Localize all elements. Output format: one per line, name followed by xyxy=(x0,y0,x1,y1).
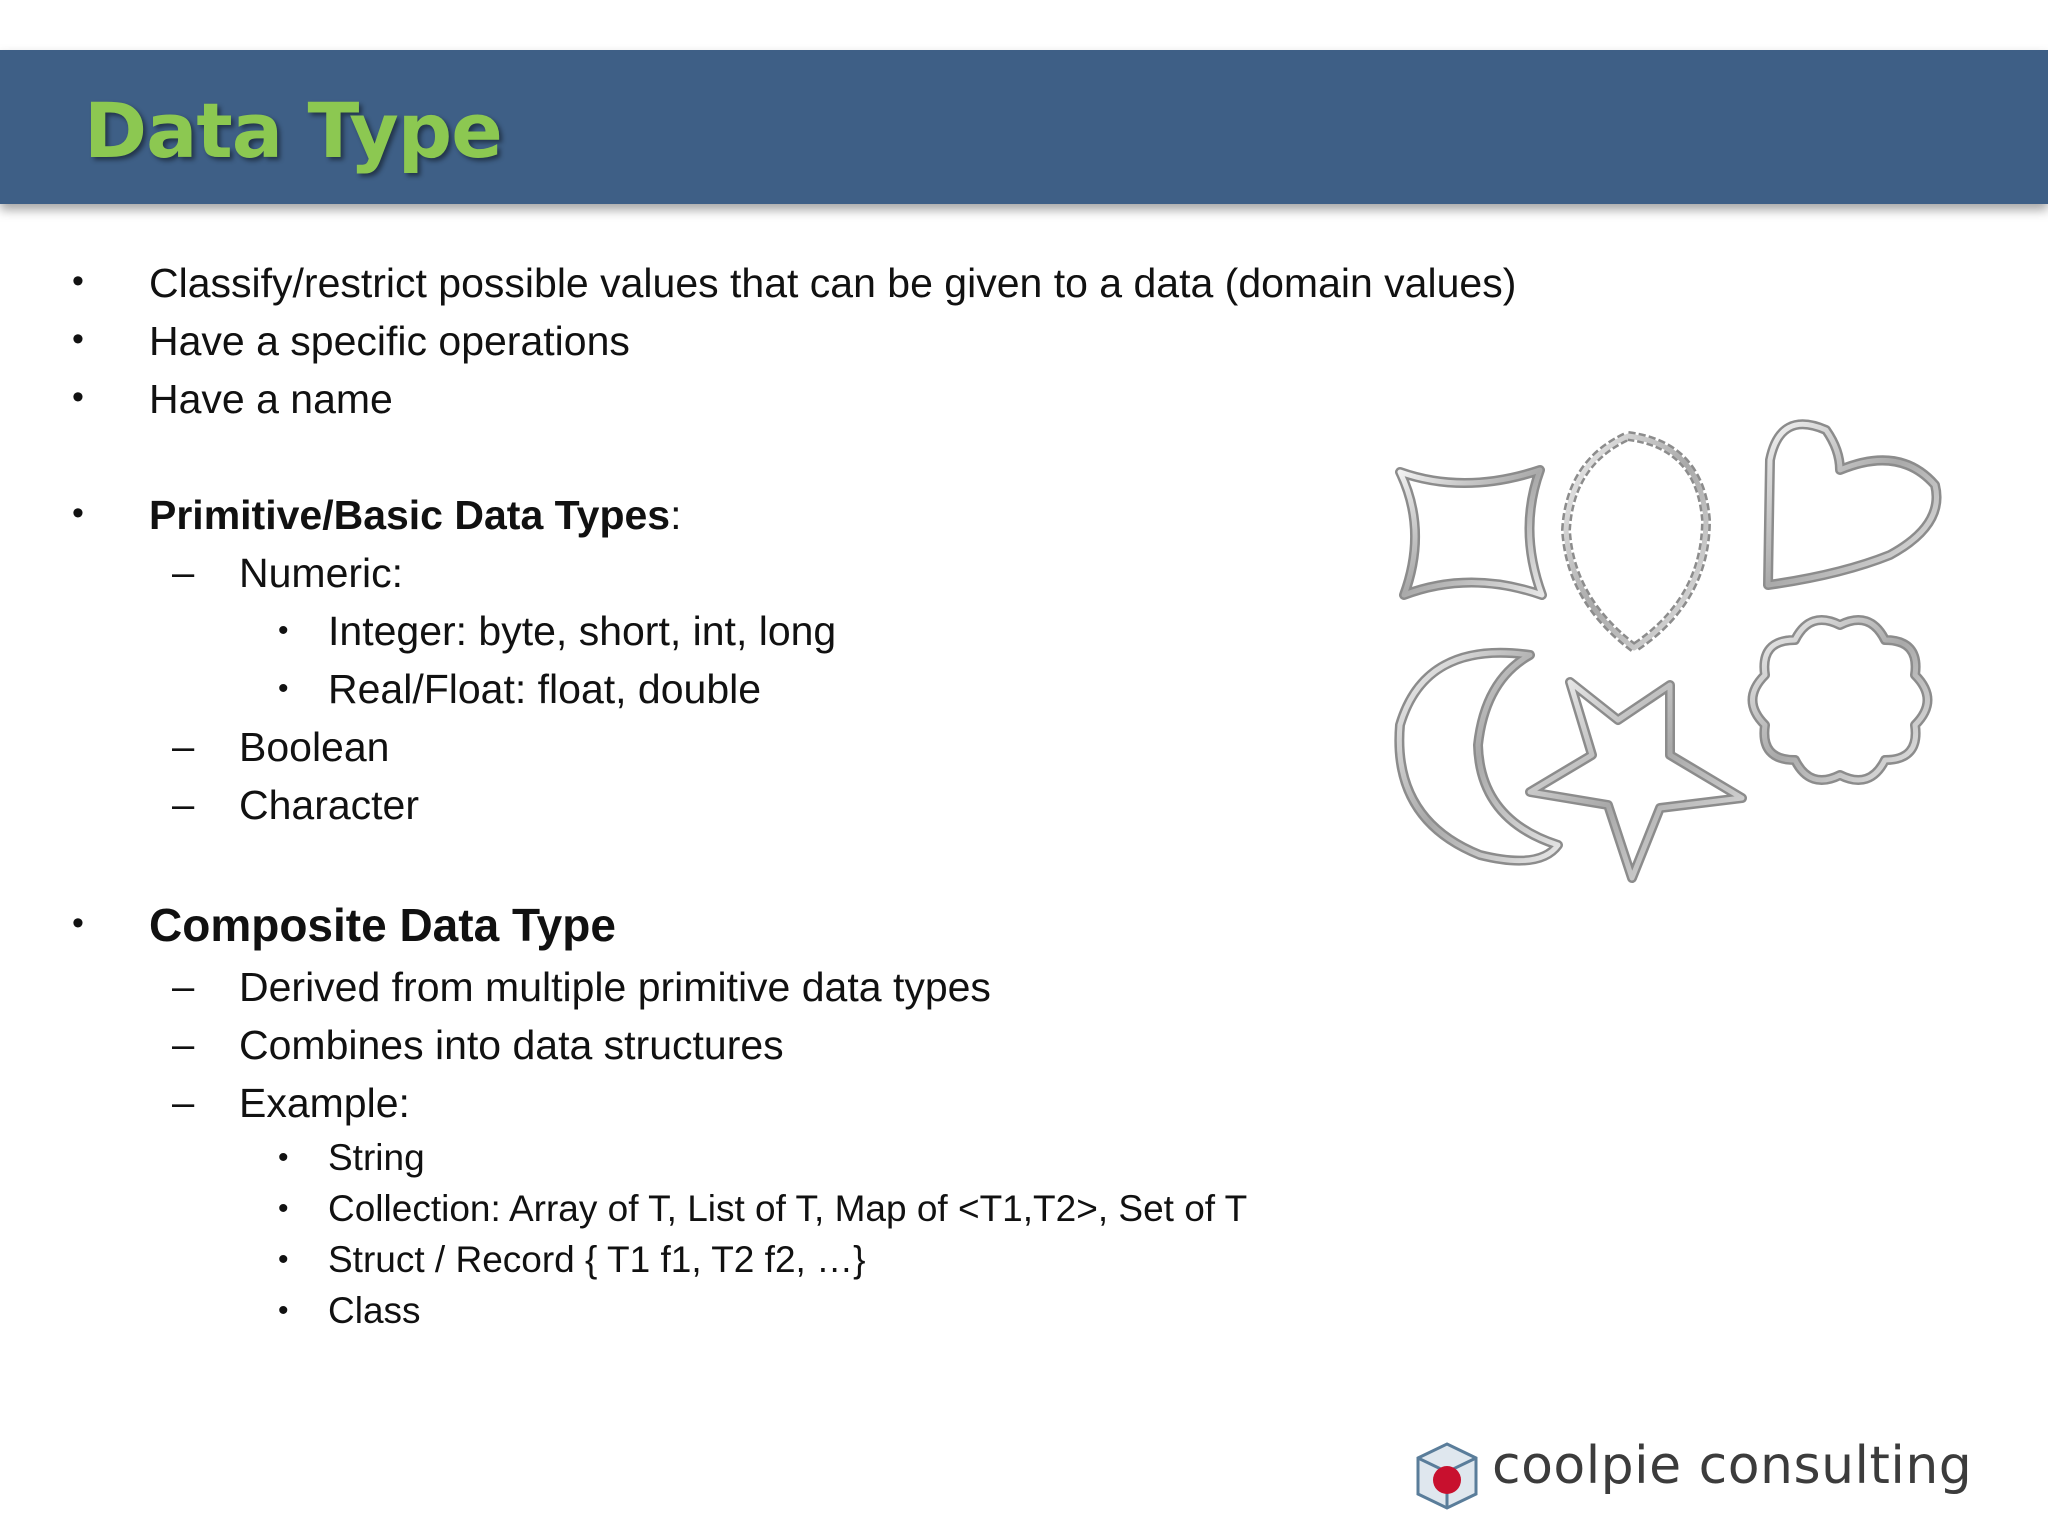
cutter-flower xyxy=(1753,620,1928,780)
cutter-four-point-star xyxy=(1400,470,1542,595)
dash-marker: – xyxy=(172,1081,195,1125)
bullet-marker: • xyxy=(72,378,84,416)
cube-icon xyxy=(1412,1440,1482,1510)
primitive-item-boolean: Boolean xyxy=(239,724,390,770)
bullet-marker: • xyxy=(278,672,289,705)
cutter-crescent-moon xyxy=(1399,653,1558,861)
composite-item-example: Example: xyxy=(239,1080,410,1126)
slide-title: Data Type xyxy=(84,86,502,175)
primitive-heading-line xyxy=(149,492,682,539)
example-class: Class xyxy=(328,1290,421,1331)
dash-marker: – xyxy=(172,965,195,1009)
example-struct: Struct / Record { T1 f1, T2 f2, …} xyxy=(328,1239,866,1280)
composite-item-combines: Combines into data structures xyxy=(239,1022,784,1068)
dash-marker: – xyxy=(172,551,195,595)
bullet-marker: • xyxy=(72,904,84,942)
primitive-heading: Primitive/Basic Data Types xyxy=(149,492,671,538)
primitive-item-character: Character xyxy=(239,782,420,828)
example-collection: Collection: Array of T, List of T, Map of <T1,T2>, Set of T xyxy=(328,1188,1248,1229)
dash-marker: – xyxy=(172,783,195,827)
cutter-heart xyxy=(1768,424,1937,585)
intro-bullet-3: Have a name xyxy=(149,376,393,422)
bullet-marker: • xyxy=(278,614,289,647)
cutter-scalloped-leaf xyxy=(1566,436,1706,648)
cookie-cutters-image xyxy=(1370,400,1960,900)
composite-item-derived: Derived from multiple primitive data types xyxy=(239,964,991,1010)
intro-bullet-1: Classify/restrict possible values that can be given to a data (domain values) xyxy=(149,260,1517,306)
logo-text: coolpie consulting xyxy=(1492,1436,1973,1496)
numeric-item-integer: Integer: byte, short, int, long xyxy=(328,608,837,654)
bullet-marker: • xyxy=(278,1243,289,1276)
primitive-heading-colon: : xyxy=(670,492,682,538)
cutter-star xyxy=(1530,682,1742,878)
bullet-marker: • xyxy=(72,494,84,532)
dash-marker: – xyxy=(172,725,195,769)
dash-marker: – xyxy=(172,1023,195,1067)
numeric-item-real: Real/Float: float, double xyxy=(328,666,762,712)
composite-heading: Composite Data Type xyxy=(149,899,616,951)
bullet-marker: • xyxy=(278,1141,289,1174)
bullet-marker: • xyxy=(278,1192,289,1225)
bullet-marker: • xyxy=(72,320,84,358)
intro-bullet-2: Have a specific operations xyxy=(149,318,630,364)
bullet-marker: • xyxy=(72,262,84,300)
bullet-marker: • xyxy=(278,1294,289,1327)
numeric-label: Numeric: xyxy=(239,550,404,596)
company-logo xyxy=(1412,1432,1973,1514)
example-string: String xyxy=(328,1137,425,1178)
